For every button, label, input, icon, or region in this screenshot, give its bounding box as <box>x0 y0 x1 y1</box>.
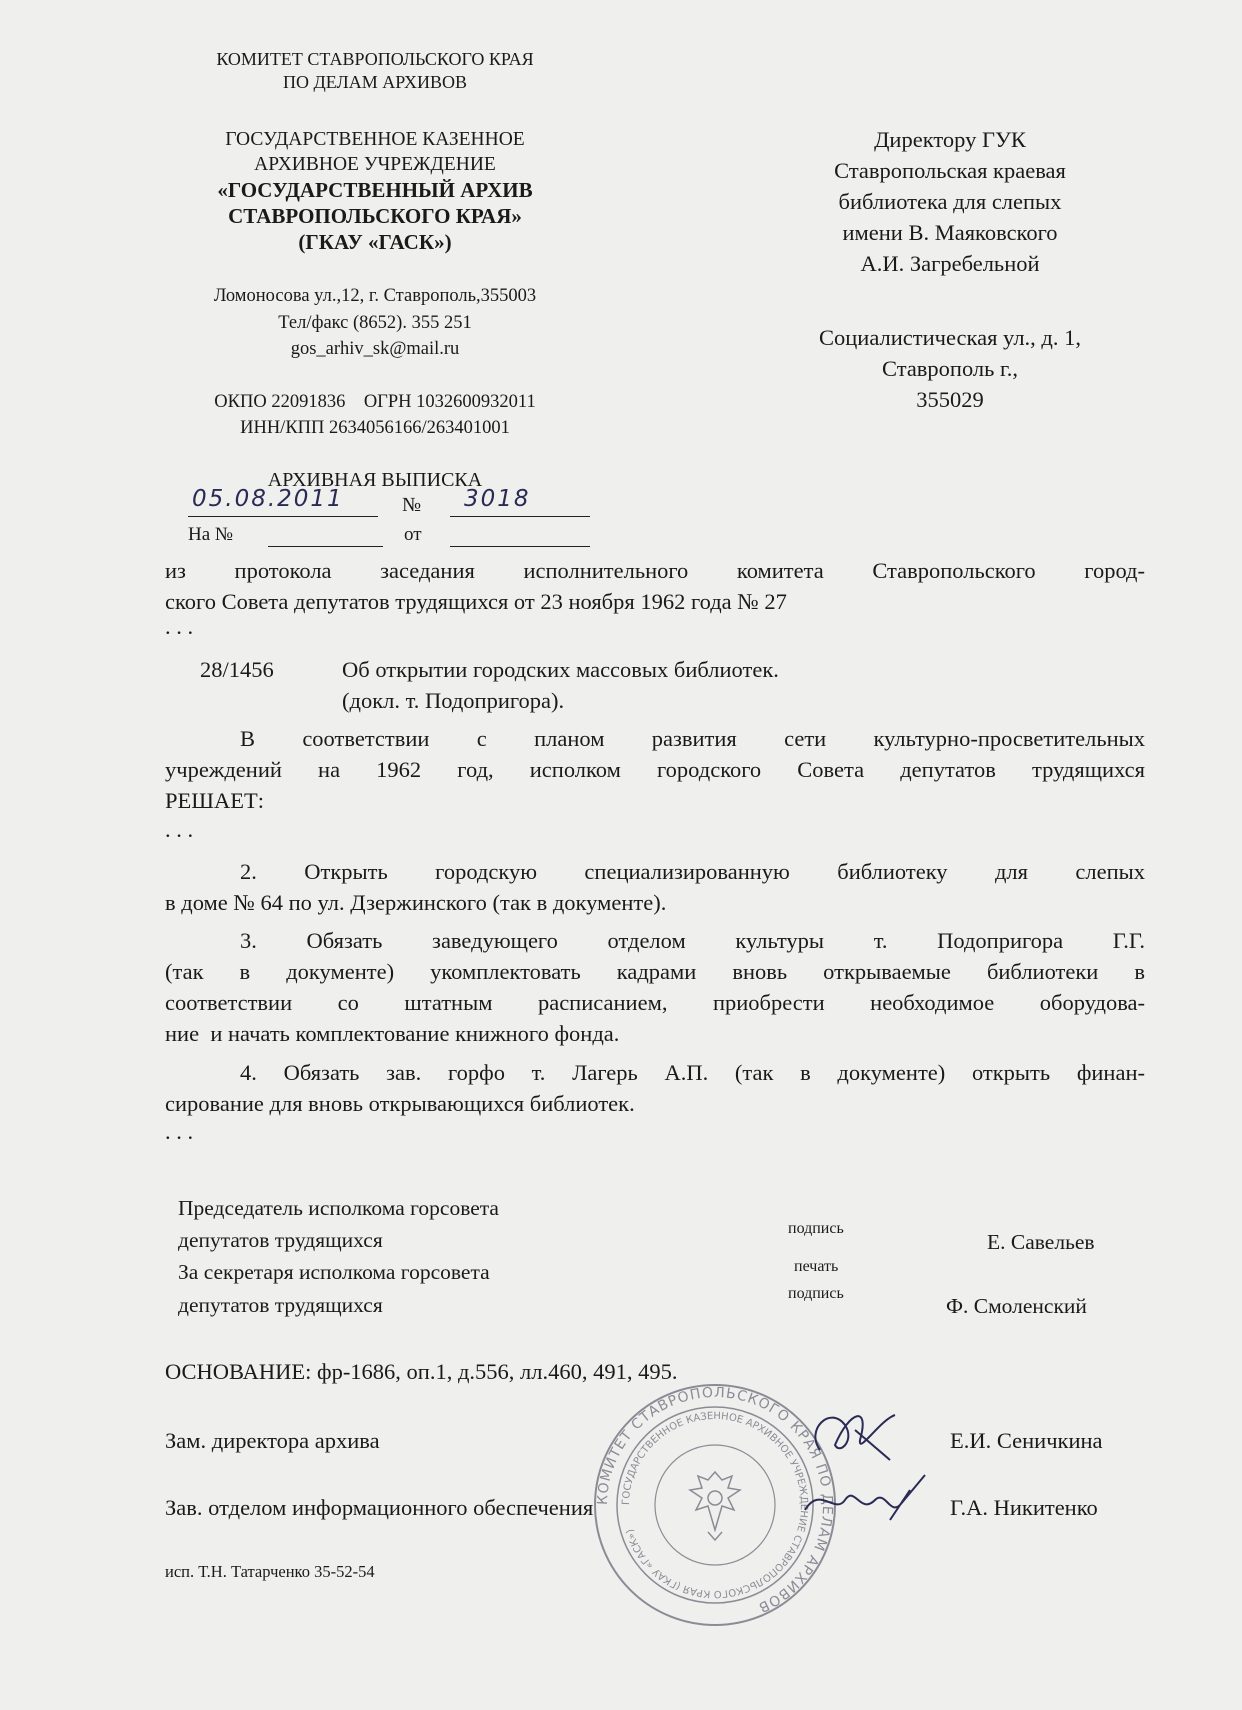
ellipsis-3: . . . <box>165 1119 194 1144</box>
recipient-line-3: библиотека для слепых <box>838 189 1062 214</box>
recipient-address-3: 355029 <box>916 387 984 412</box>
item-reporter: (докл. т. Подопригора). <box>342 688 565 713</box>
org-phone: Тел/факс (8652). 355 251 <box>278 313 472 333</box>
number-label: № <box>402 494 422 516</box>
p2-line-1: 2. Открыть городскую специализированную библиотеку для слепых <box>240 859 1145 884</box>
p1-line-1: В соответствии с планом развития сети культурно-просветительных <box>240 726 1145 751</box>
recipient-line-2: Ставропольская краевая <box>834 158 1066 183</box>
p4-line-2: сирование для вновь открывающихся библиотек. <box>165 1091 635 1116</box>
org-abbr: (ГКАУ «ГАСК») <box>298 230 452 254</box>
handwritten-number: 3018 <box>464 486 531 512</box>
deputy-director-title: Зам. директора архива <box>165 1428 380 1453</box>
deputy-director-name: Е.И. Сеничкина <box>950 1428 1103 1453</box>
eagle-emblem-icon <box>690 1472 740 1540</box>
intro-line-2: ского Совета депутатов трудящихся от 23 ноября 1962 года № 27 <box>165 589 787 614</box>
p3-line-2: (так в документе) укомплектовать кадрами вновь открываемые библиотеки в <box>165 959 1145 984</box>
seal-outer-text: КОМИТЕТ СТАВРОПОЛЬСКОГО КРАЯ ПО ДЕЛАМ АРХИВОВ <box>594 1384 836 1616</box>
org-line-2: АРХИВНОЕ УЧРЕЖДЕНИЕ <box>254 154 496 175</box>
ellipsis-2: . . . <box>165 817 194 842</box>
seal-inner-text: ГОСУДАРСТВЕННОЕ КАЗЕННОЕ АРХИВНОЕ УЧРЕЖДЕНИЕ СТАВРОПОЛЬСКОГО КРАЯ (ГКАУ «ГАСК») <box>620 1410 810 1600</box>
secretary-signature-mark: подпись <box>788 1285 844 1302</box>
committee-line-2: ПО ДЕЛАМ АРХИВОВ <box>283 72 467 92</box>
recipient-line-5: А.И. Загребельной <box>860 251 1040 276</box>
handwritten-date: 05.08.2011 <box>192 486 344 512</box>
org-name-2: СТАВРОПОЛЬСКОГО КРАЯ» <box>228 204 522 228</box>
chair-title-2: депутатов трудящихся <box>178 1228 383 1252</box>
chair-name: Е. Савельев <box>987 1230 1095 1254</box>
on-no-field <box>268 522 383 547</box>
secretary-title-1: За секретаря исполкома горсовета <box>178 1260 490 1284</box>
head-of-department-name: Г.А. Никитенко <box>950 1495 1098 1520</box>
intro-line-1: из протокола заседания исполнительного комитета Ставропольского город- <box>165 558 1145 583</box>
from-label: от <box>404 524 422 545</box>
deputy-signature <box>800 1400 910 1470</box>
recipient-address-2: Ставрополь г., <box>882 356 1018 381</box>
executor-line: исп. Т.Н. Татарченко 35-52-54 <box>165 1562 375 1581</box>
secretary-seal-mark: печать <box>794 1258 839 1275</box>
basis-line: ОСНОВАНИЕ: фр-1686, оп.1, д.556, лл.460, 491, 495. <box>165 1359 678 1384</box>
org-codes-1: ОКПО 22091836 ОГРН 1032600932011 <box>214 392 536 412</box>
chair-title-1: Председатель исполкома горсовета <box>178 1196 499 1220</box>
p3-line-3: соответствии со штатным расписанием, приобрести необходимое оборудова- <box>165 990 1145 1015</box>
org-codes-2: ИНН/КПП 2634056166/263401001 <box>240 418 510 438</box>
on-no-label: На № <box>188 524 234 545</box>
secretary-name: Ф. Смоленский <box>946 1294 1087 1318</box>
number-field <box>450 486 590 517</box>
head-of-department-title: Зав. отделом информационного обеспечения <box>165 1495 594 1520</box>
p3-line-4: ние и начать комплектование книжного фонда. <box>165 1021 620 1046</box>
p3-line-1: 3. Обязать заведующего отделом культуры т. Подопригора Г.Г. <box>240 928 1145 953</box>
org-email: gos_arhiv_sk@mail.ru <box>290 339 460 359</box>
p4-line-1: 4. Обязать зав. горфо т. Лагерь А.П. (так в документе) открыть финан- <box>240 1060 1145 1085</box>
item-number: 28/1456 <box>200 657 274 682</box>
org-line-1: ГОСУДАРСТВЕННОЕ КАЗЕННОЕ <box>225 129 525 150</box>
chair-signature-mark: подпись <box>788 1220 844 1237</box>
recipient-line-1: Директору ГУК <box>874 127 1026 152</box>
item-title: Об открытии городских массовых библиотек. <box>342 657 779 682</box>
secretary-title-2: депутатов трудящихся <box>178 1293 383 1317</box>
org-name-1: «ГОСУДАРСТВЕННЫЙ АРХИВ <box>217 178 533 202</box>
extract-title: АРХИВНАЯ ВЫПИСКА <box>267 469 483 491</box>
date-field <box>188 486 378 517</box>
p1-line-2: учреждений на 1962 год, исполком городского Совета депутатов трудящихся <box>165 757 1145 782</box>
committee-line-1: КОМИТЕТ СТАВРОПОЛЬСКОГО КРАЯ <box>216 49 534 69</box>
p2-line-2: в доме № 64 по ул. Дзержинского (так в документе). <box>165 890 667 915</box>
org-address: Ломоносова ул.,12, г. Ставрополь,355003 <box>213 286 537 306</box>
p1-line-3: РЕШАЕТ: <box>165 788 264 813</box>
from-field <box>450 522 590 547</box>
recipient-line-4: имени В. Маяковского <box>842 220 1058 245</box>
ellipsis-1: . . . <box>165 614 194 639</box>
head-signature <box>800 1470 940 1530</box>
recipient-address-1: Социалистическая ул., д. 1, <box>819 325 1081 350</box>
